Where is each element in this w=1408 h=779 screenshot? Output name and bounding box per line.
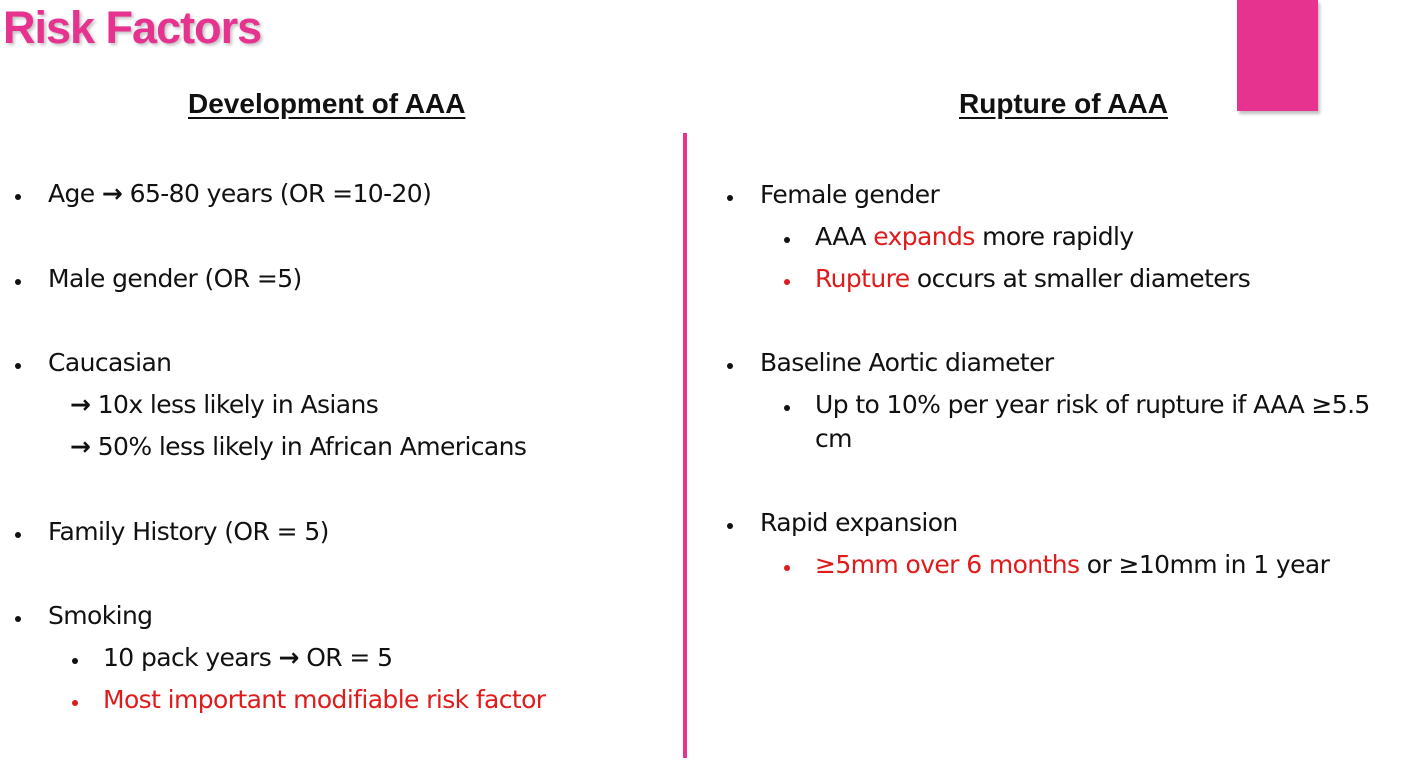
accent-block (1237, 0, 1318, 111)
highlight-text: expands (873, 222, 975, 251)
bullet-icon (15, 616, 21, 622)
list-item-female-gender: Female gender (760, 180, 940, 209)
bullet-icon (727, 523, 733, 529)
list-item-family-history: Family History (OR = 5) (48, 517, 329, 546)
list-subitem-expands (815, 220, 1134, 254)
left-column-heading: Development of AAA (188, 88, 466, 119)
list-subitem-rupture (815, 262, 1250, 296)
bullet-icon (727, 363, 733, 369)
highlight-text: Rupture (815, 264, 910, 293)
subitem-text: more rapidly (974, 222, 1134, 251)
bullet-icon (15, 194, 21, 200)
list-subitem-modifiable-risk: Most important modifiable risk factor (103, 685, 546, 714)
arrow-icon: → (70, 390, 91, 419)
arrow-icon: → (278, 643, 299, 672)
list-item-baseline-diameter: Baseline Aortic diameter (760, 348, 1054, 377)
highlight-text: ≥5mm over 6 months (815, 550, 1080, 579)
list-item-rapid-expansion: Rapid expansion (760, 508, 958, 537)
list-item-male-gender: Male gender (OR =5) (48, 264, 302, 293)
bullet-icon (15, 279, 21, 285)
subitem-text: 50% less likely in African Americans (97, 432, 527, 461)
bullet-icon (727, 195, 733, 201)
list-item-smoking: Smoking (48, 601, 153, 630)
bullet-icon (784, 237, 790, 243)
bullet-icon (15, 532, 21, 538)
list-item-caucasian: Caucasian (48, 348, 172, 377)
subitem-text: or ≥10mm in 1 year (1079, 550, 1330, 579)
age-label: Age (48, 179, 95, 208)
arrow-icon: → (101, 179, 123, 208)
bullet-icon (784, 279, 790, 285)
bullet-icon (784, 405, 790, 411)
subitem-text: 10 pack years (103, 643, 279, 672)
slide-title: Risk Factors (3, 2, 262, 53)
arrow-icon: → (70, 432, 91, 461)
bullet-icon (15, 363, 21, 369)
list-subitem-rupture-risk-line1: Up to 10% per year risk of rupture if AAA ≥5.5 (815, 390, 1370, 419)
right-column-heading: Rupture of AAA (959, 88, 1168, 119)
list-subitem-african-americans (70, 430, 526, 464)
bullet-icon (72, 700, 78, 706)
list-subitem-rupture-risk-line2: cm (815, 424, 852, 453)
list-subitem-pack-years (103, 641, 392, 675)
list-subitem-asians (70, 388, 378, 422)
list-item-age (48, 177, 431, 211)
column-divider (683, 133, 687, 758)
subitem-text: AAA (815, 222, 874, 251)
list-subitem-expansion-rate (815, 548, 1329, 582)
bullet-icon (72, 658, 78, 664)
age-value: 65-80 years (OR =10-20) (129, 179, 432, 208)
subitem-value: OR = 5 (306, 643, 393, 672)
bullet-icon (784, 565, 790, 571)
subitem-text: 10x less likely in Asians (97, 390, 379, 419)
subitem-text: occurs at smaller diameters (909, 264, 1251, 293)
